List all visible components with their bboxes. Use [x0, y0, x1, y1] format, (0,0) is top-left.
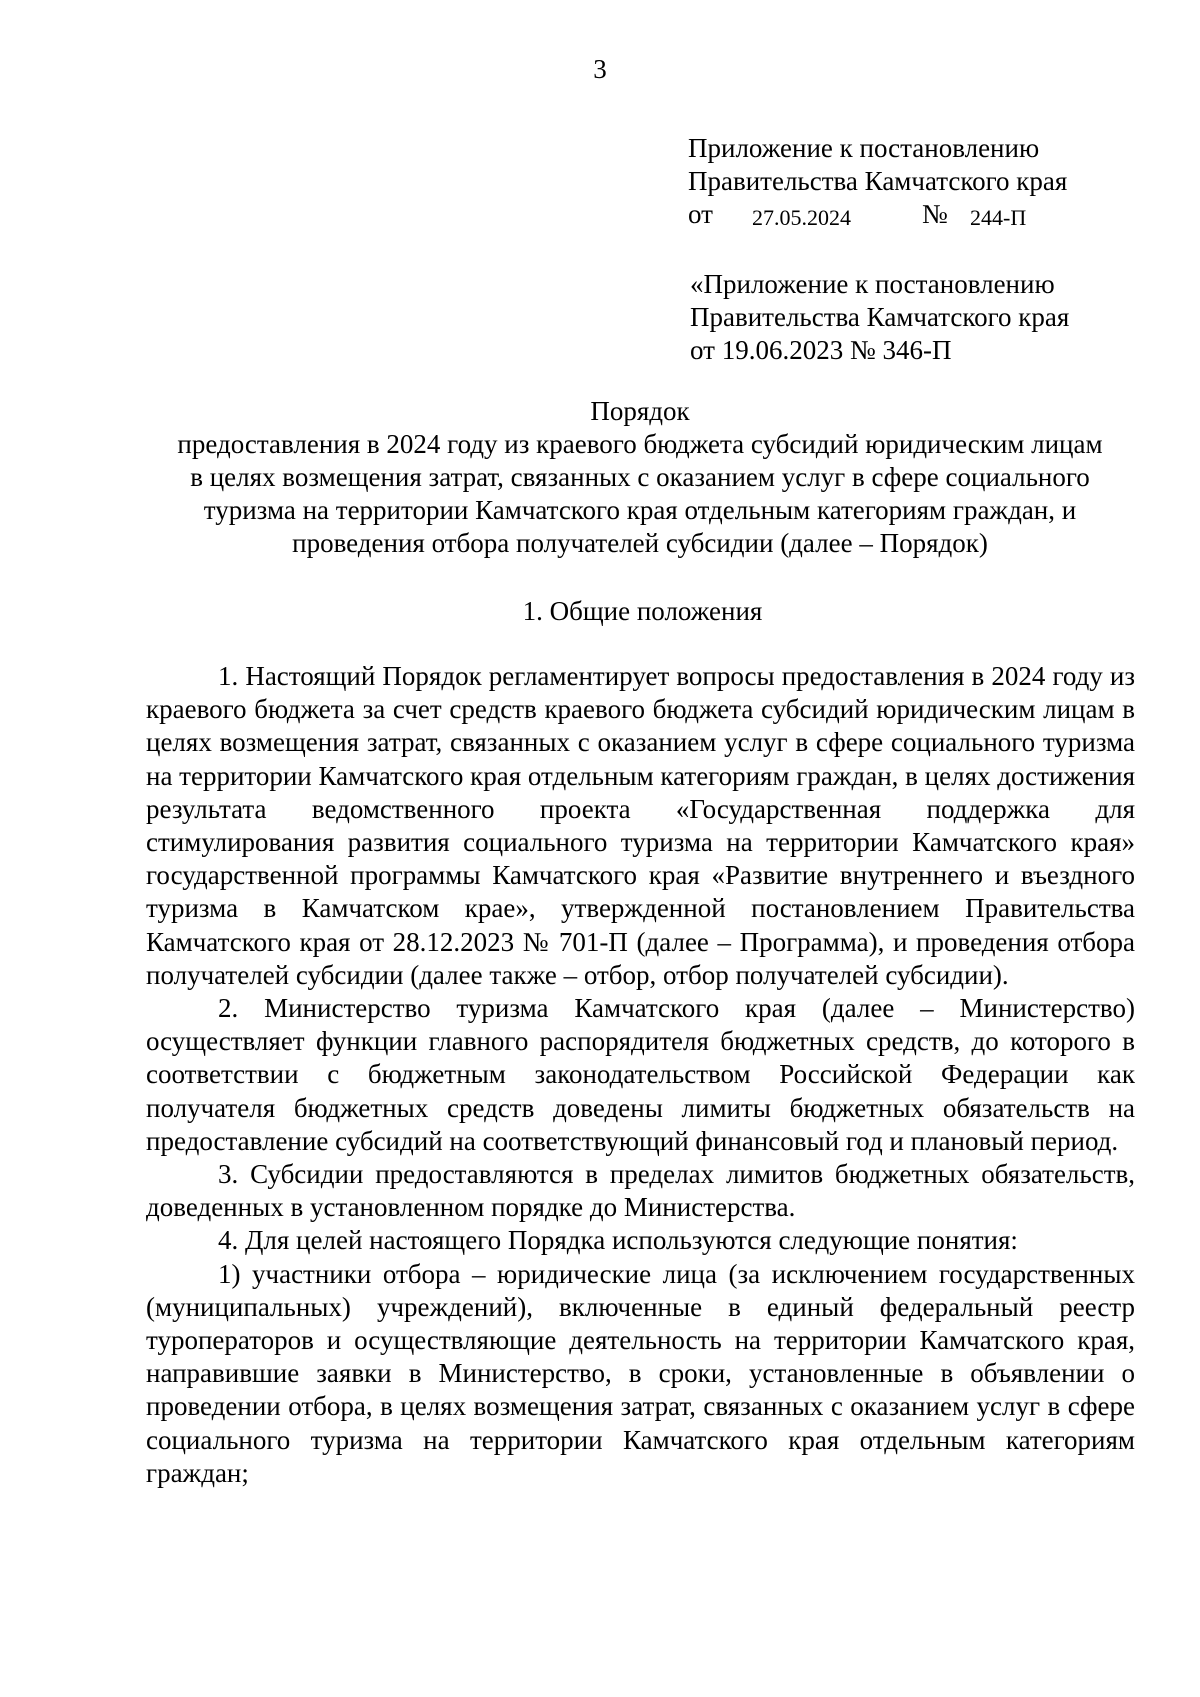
previous-appendix-line-3: от 19.06.2023 № 346-П	[690, 335, 952, 365]
document-subtitle-line: в целях возмещения затрат, связанных с оказанием услуг в сфере социального	[190, 462, 1090, 492]
document-subtitle-line: проведения отбора получателей субсидии (далее – Порядок)	[292, 528, 988, 558]
document-title-block	[140, 395, 1140, 560]
paragraph-2: 2. Министерство туризма Камчатского края (далее – Министерство) осуществляет функции главного распорядителя бюджетных средств, до которого в соответствии с бюджетным законодательством Российской Федерации как получателя бюджетных средств доведены лимиты бюджетных обязательств на предоставление субсидий на соответствующий финансовый год и плановый период.	[146, 993, 1135, 1156]
body-text	[146, 660, 1135, 1490]
appendix-from-label: от	[688, 199, 713, 229]
previous-appendix-line-1: «Приложение к постановлению	[690, 269, 1055, 299]
document-subtitle-line: туризма на территории Камчатского края отдельным категориям граждан, и	[203, 495, 1077, 525]
appendix-header	[688, 132, 1148, 234]
appendix-line-1: Приложение к постановлению	[688, 133, 1040, 163]
appendix-date-number	[688, 198, 1148, 234]
appendix-line-2: Правительства Камчатского края	[688, 166, 1068, 196]
page-number: 3	[593, 54, 607, 84]
previous-appendix-line-2: Правительства Камчатского края	[690, 302, 1070, 332]
previous-appendix-header	[690, 268, 1160, 367]
appendix-date: 27.05.2024	[752, 205, 851, 230]
paragraph-4-item-1: 1) участники отбора – юридические лица (за исключением государственных (муниципальных) учреждений), включенные в единый федеральный реестр туроператоров и осуществляющие деятельность на территории Камчатского края, направившие заявки в Министерство, в сроки, установленные в объявлении о проведении отбора, в целях возмещения затрат, связанных с оказанием услуг в сфере социального туризма на территории Камчатского края отдельным категориям граждан;	[146, 1258, 1135, 1488]
appendix-number-sign: №	[922, 199, 948, 229]
document-subtitle-line: предоставления в 2024 году из краевого бюджета субсидий юридическим лицам	[177, 429, 1103, 459]
document-title: Порядок	[590, 396, 690, 426]
appendix-number: 244-П	[970, 205, 1027, 230]
section-heading: 1. Общие положения	[522, 596, 763, 626]
paragraph-3: 3. Субсидии предоставляются в пределах лимитов бюджетных обязательств, доведенных в установленном порядке до Министерства.	[146, 1159, 1135, 1223]
paragraph-4: 4. Для целей настоящего Порядка используются следующие понятия:	[218, 1225, 1018, 1256]
paragraph-1: 1. Настоящий Порядок регламентирует вопросы предоставления в 2024 году из краевого бюджета за счет средств краевого бюджета субсидий юридическим лицам в целях возмещения затрат, связанных с оказанием услуг в сфере социального туризма на территории Камчатского края отдельным категориям граждан, в целях достижения результата ведомственного проекта «Государственная поддержка для стимулирования развития социального туризма на территории Камчатского края» государственной программы Камчатского края «Развитие внутреннего и въездного туризма в Камчатском крае», утвержденной постановлением Правительства Камчатского края от 28.12.2023 № 701-П (далее – Программа), и проведения отбора получателей субсидии (далее также – отбор, отбор получателей субсидии).	[146, 661, 1135, 990]
